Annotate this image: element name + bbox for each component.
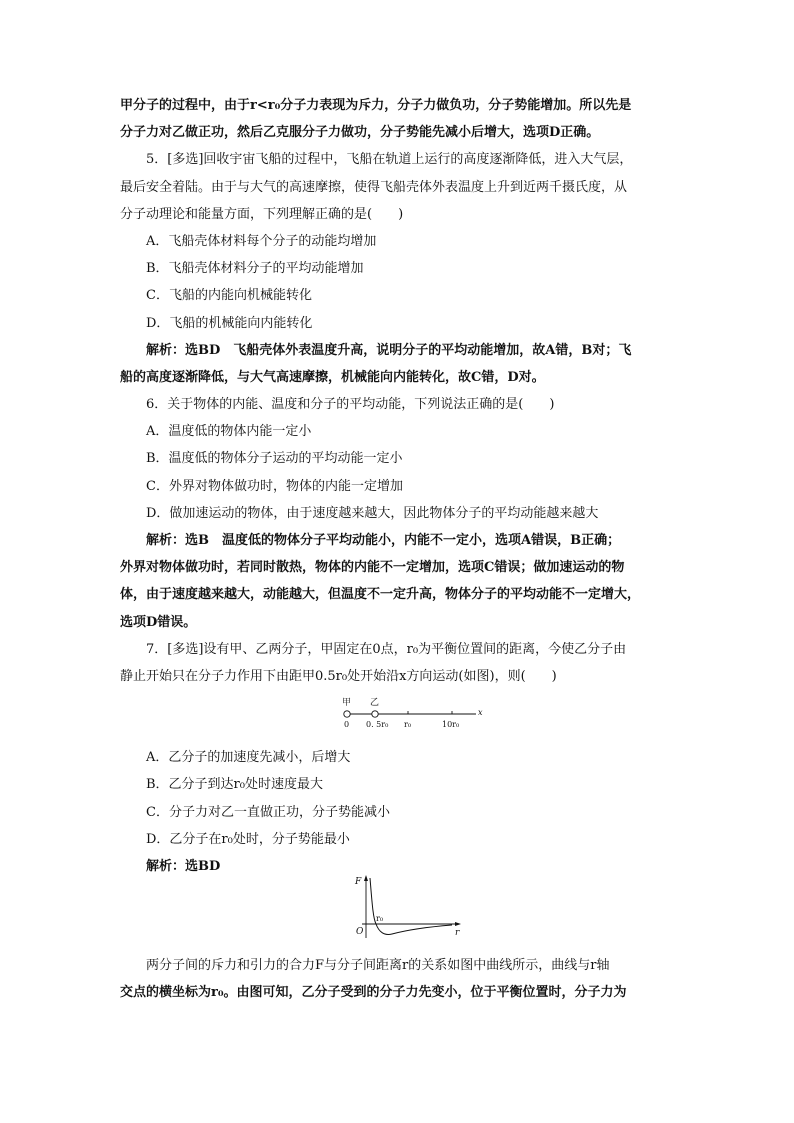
question-line: 最后安全着陆。由于与大气的高速摩擦，使得飞船壳体外表温度上升到近两千摄氏度，从 — [120, 179, 628, 195]
explanation-line: 船的高度逐渐降低，与大气高速摩擦，机械能向内能转化，故C错，D对。 — [120, 369, 545, 385]
answer-option: A．乙分子的加速度先减小，后增大 — [146, 750, 351, 766]
r0-label: r₀ — [376, 914, 384, 923]
question-line: 7．[多选]设有甲、乙两分子，甲固定在0点，r₀为平衡位置间的距离，今使乙分子由 — [146, 641, 627, 657]
answer-option: D．乙分子在r₀处时，分子势能最小 — [146, 831, 350, 847]
solution-line: 解析：选BD — [146, 858, 221, 874]
force-curve-figure — [352, 872, 464, 942]
answer-option: D．飞船的机械能向内能转化 — [146, 315, 313, 331]
tick-half-r0: 0. 5r₀ — [366, 720, 389, 729]
answer-option: C．外界对物体做功时，物体的内能一定增加 — [146, 478, 403, 494]
label-yi: 乙 — [370, 698, 380, 708]
solution-line: 解析：选B 温度低的物体分子平均动能小，内能不一定小，选项A错误，B正确； — [146, 533, 621, 548]
question-line: 静止开始只在分子力作用下由距甲0.5r₀处开始沿x方向运动(如图)，则( ) — [120, 668, 557, 684]
question-line: 分子动理论和能量方面，下列理解正确的是( ) — [120, 206, 404, 222]
document-body-tail — [120, 952, 676, 1006]
explanation-line: 分子力对乙做正功，然后乙克服分子力做功，分子势能先减小后增大，选项D正确。 — [120, 125, 600, 141]
question-line: 6．关于物体的内能、温度和分子的平均动能，下列说法正确的是( ) — [146, 397, 555, 413]
explanation-line: 选项D错误。 — [120, 614, 197, 630]
explanation-line: 交点的横坐标为r₀。由图可知，乙分子受到的分子力先变小，位于平衡位置时，分子力为 — [120, 985, 627, 1001]
tick-10r0: 10r₀ — [442, 720, 460, 729]
solution-line: 解析：选BD 飞船壳体外表温度升高，说明分子的平均动能增加，故A错，B对；飞 — [146, 342, 632, 358]
label-jia: 甲 — [342, 698, 352, 708]
answer-option: C．飞船的内能向机械能转化 — [146, 288, 312, 304]
answer-option: C．分子力对乙一直做正功，分子势能减小 — [146, 804, 390, 820]
tick-zero: 0 — [344, 720, 350, 729]
force-axis-label: F — [355, 877, 362, 887]
origin-label: O — [356, 927, 364, 937]
document-body — [120, 92, 676, 880]
distance-axis-label: r — [455, 928, 460, 938]
axis-x-label: x — [478, 708, 483, 717]
answer-option: A．飞船壳体材料每个分子的动能均增加 — [146, 233, 377, 249]
explanation-line: 外界对物体做功时，若同时散热，物体的内能不一定增加，选项C错误；做加速运动的物 — [120, 560, 625, 576]
answer-option: B．温度低的物体分子运动的平均动能一定小 — [146, 451, 403, 467]
question-line: 两分子间的斥力和引力的合力F与分子间距离r的关系如图中曲线所示，曲线与r轴 — [146, 958, 610, 973]
answer-option: B．飞船壳体材料分子的平均动能增加 — [146, 261, 364, 277]
answer-option: D．做加速运动的物体，由于速度越来越大，因此物体分子的平均动能越来越大 — [146, 505, 599, 521]
number-line-figure — [338, 695, 488, 735]
explanation-line: 甲分子的过程中，由于r<r₀分子力表现为斥力，分子力做负功，分子势能增加。所以先是 — [120, 98, 632, 113]
tick-r0: r₀ — [404, 720, 412, 729]
explanation-line: 体，由于速度越来越大，动能越大，但温度不一定升高，物体分子的平均动能不一定增大， — [120, 587, 641, 603]
question-line: 5．[多选]回收宇宙飞船的过程中，飞船在轨道上运行的高度逐渐降低，进入大气层， — [146, 152, 633, 168]
answer-option: A．温度低的物体内能一定小 — [146, 424, 312, 440]
answer-option: B．乙分子到达r₀处时速度最大 — [146, 777, 323, 793]
